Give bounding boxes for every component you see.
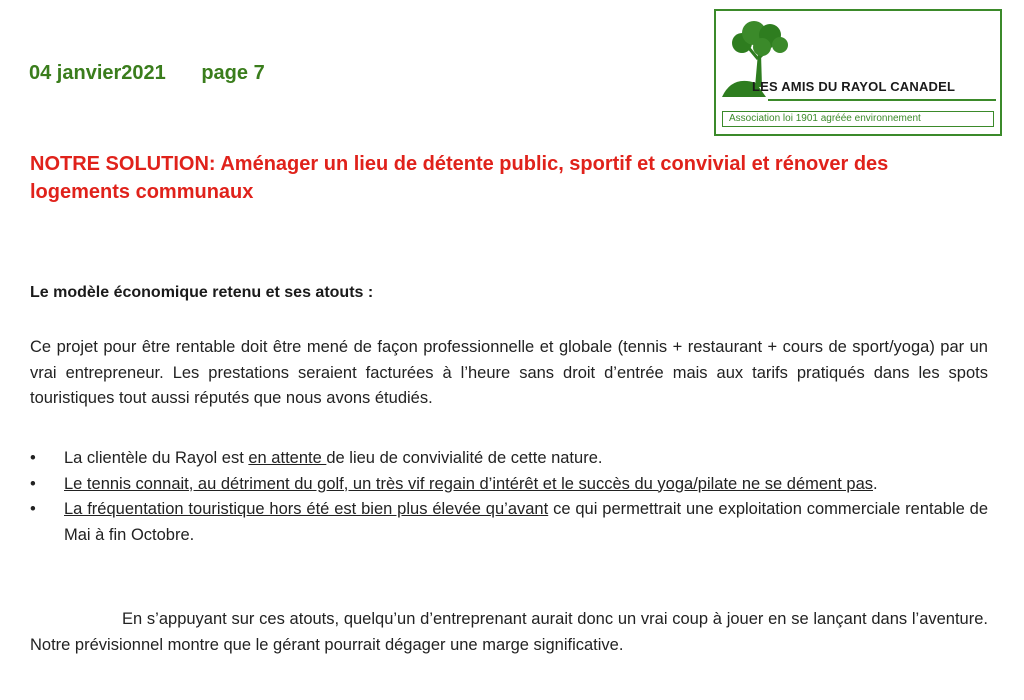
list-item [30,497,988,548]
bullet-text: La clientèle du Rayol est [64,449,249,467]
bullet-icon: • [30,474,36,493]
bullet-underlined-text: La fréquentation touristique hors été est bien plus élevée qu’avant [64,500,549,518]
header-line [29,62,265,85]
bullet-underlined-text: Le tennis connait, au détriment du golf, un très vif regain d’intérêt et le succès du yoga/pilate ne se dément pas [64,474,873,493]
list-item [30,472,988,498]
logo-name: LES AMIS DU RAYOL CANADEL [752,79,956,94]
bullet-list [30,446,988,548]
bullet-text: de lieu de convivialité de cette nature. [326,449,603,467]
logo-divider [768,99,996,101]
bullet-text: ce qui permettrait une exploitation commerciale rentable de Mai à fin Octobre. [64,500,989,544]
bullet-icon: • [30,449,36,467]
page-title: NOTRE SOLUTION: Aménager un lieu de détente public, sportif et convivial et rénover des logements communaux [30,153,889,203]
document-date: 04 janvier2021 [29,62,166,84]
page-number: page 7 [201,62,265,84]
logo-subtitle: Association loi 1901 agréée environnement [722,111,994,127]
bullet-icon: • [30,500,36,518]
section-heading: Le modèle économique retenu et ses atouts : [30,284,374,301]
list-item [30,446,988,472]
bullet-text: . [873,474,878,493]
bullet-underlined-text: en attente [248,449,327,467]
paragraph-intro: Ce projet pour être rentable doit être mené de façon professionnelle et globale (tennis + restaurant + cours de sport/yoga) par un vrai entrepreneur. Les prestations seraient facturées à l’heure sans droit d’entrée mais aux tarifs pratiqués dans les spots touristiques tout aussi réputés que nous avons étudiés. [30,338,988,407]
association-logo [714,9,1002,136]
paragraph-conclusion: En s’appuyant sur ces atouts, quelqu’un d’entreprenant aurait donc un vrai coup à jouer en se lançant dans l’aventure. Notre prévisionnel montre que le gérant pourrait dégager une marge significative. [30,610,988,654]
